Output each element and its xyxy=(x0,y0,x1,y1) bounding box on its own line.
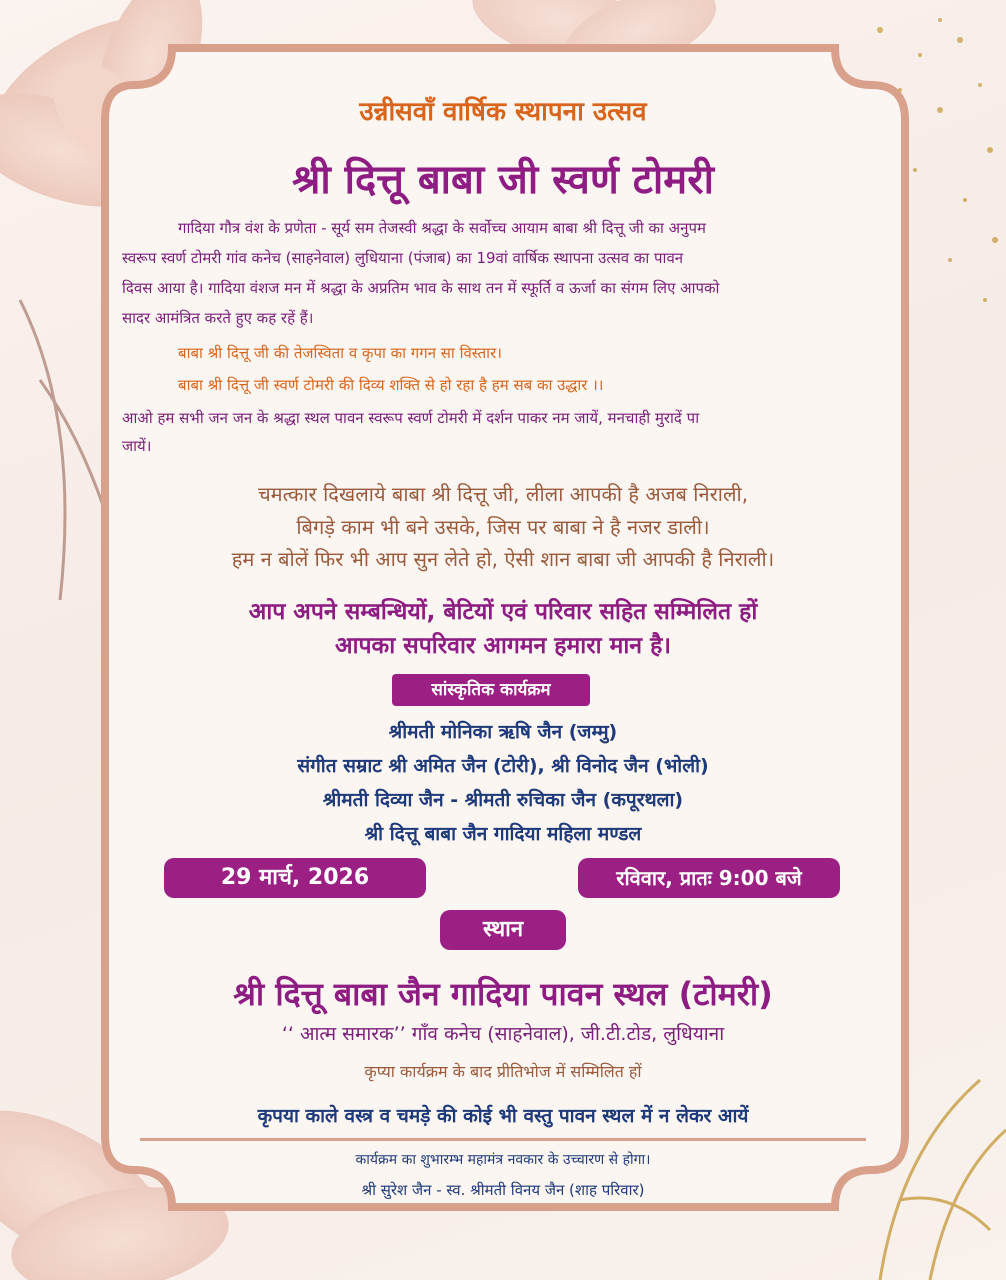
welcome-line: आपका सपरिवार आगमन हमारा मान है। xyxy=(334,633,672,659)
quote-line: बाबा श्री दित्तू जी की तेजस्विता व कृपा का गगन सा विस्तार। xyxy=(178,344,502,362)
footer-line: कार्यक्रम का शुभारम्भ महामंत्र नवकार के उच्चारण से होगा। xyxy=(355,1152,651,1168)
intro-line: गादिया गौत्र वंश के प्रणेता - सूर्य सम तेजस्वी श्रद्धा के सर्वोच्च आयाम बाबा श्री दित्तू जी का अनुपम xyxy=(178,219,706,237)
venue-name: श्री दित्तू बाबा जैन गादिया पावन स्थल (टोमरी) xyxy=(233,975,773,1013)
invite-line: जायें। xyxy=(122,437,152,455)
program-label-badge: सांस्कृतिक कार्यक्रम xyxy=(392,674,590,706)
welcome-line: आप अपने सम्बन्धियों, बेटियों एवं परिवार सहित सम्मिलित हों xyxy=(248,599,758,625)
performer-line: श्रीमती दिव्या जैन - श्रीमती रुचिका जैन (कपूरथला) xyxy=(322,789,684,811)
poem-line: चमत्कार दिखलाये बाबा श्री दित्तू जी, लीला आपकी है अजब निराली, xyxy=(257,482,749,506)
invite-line: आओ हम सभी जन जन के श्रद्धा स्थल पावन स्वरूप स्वर्ण टोमरी में दर्शन पाकर नम जायें, मनचाही मुरादें पा xyxy=(122,409,700,427)
dress-warning: कृपया काले वस्त्र व चमड़े की कोई भी वस्तु पावन स्थल में न लेकर आयें xyxy=(257,1105,749,1127)
poem-line: बिगड़े काम भी बने उसके, जिस पर बाबा ने है नजर डाली। xyxy=(296,515,710,539)
dinner-note: कृप्या कार्यक्रम के बाद प्रीतिभोज में सम्मिलित हों xyxy=(364,1062,642,1081)
event-time-badge: रविवार, प्रातः 9:00 बजे xyxy=(578,858,840,898)
performer-line: संगीत सम्राट श्री अमित जैन (टोरी), श्री विनोद जैन (भोली) xyxy=(297,755,709,777)
performer-line: श्रीमती मोनिका ऋषि जैन (जम्मु) xyxy=(388,721,618,743)
footer-line: श्री सुरेश जैन - स्व. श्रीमती विनय जैन (शाह परिवार) xyxy=(361,1181,645,1199)
intro-line: सादर आमंत्रित करते हुए कह रहें हैं। xyxy=(122,309,314,327)
intro-line: स्वरूप स्वर्ण टोमरी गांव कनेच (साहनेवाल) लुधियाना (पंजाब) का 19वां वार्षिक स्थापना उत्सव का पावन xyxy=(122,249,684,267)
event-subtitle: उन्नीसवाँ वार्षिक स्थापना उत्सव xyxy=(359,97,647,127)
venue-address: ‘‘ आत्म समारक’’ गाँव कनेच (साहनेवाल), जी.टी.टोड, लुधियाना xyxy=(281,1023,725,1045)
event-date-badge: 29 मार्च, 2026 xyxy=(164,858,426,898)
performer-line: श्री दित्तू बाबा जैन गादिया महिला मण्डल xyxy=(364,823,642,845)
footer-divider xyxy=(140,1138,866,1141)
quote-line: बाबा श्री दित्तू जी स्वर्ण टोमरी की दिव्य शक्ति से हो रहा है हम सब का उद्धार ।। xyxy=(178,376,604,394)
intro-line: दिवस आया है। गादिया वंशज मन में श्रद्धा के अप्रतिम भाव के साथ तन में स्फूर्ति व ऊर्जा का संगम लिए आपको xyxy=(122,279,720,297)
event-title: श्री दित्तू बाबा जी स्वर्ण टोमरी xyxy=(292,157,714,203)
poem-line: हम न बोलें फिर भी आप सुन लेते हो, ऐसी शान बाबा जी आपकी है निराली। xyxy=(231,547,775,571)
venue-label-badge: स्थान xyxy=(440,910,566,950)
